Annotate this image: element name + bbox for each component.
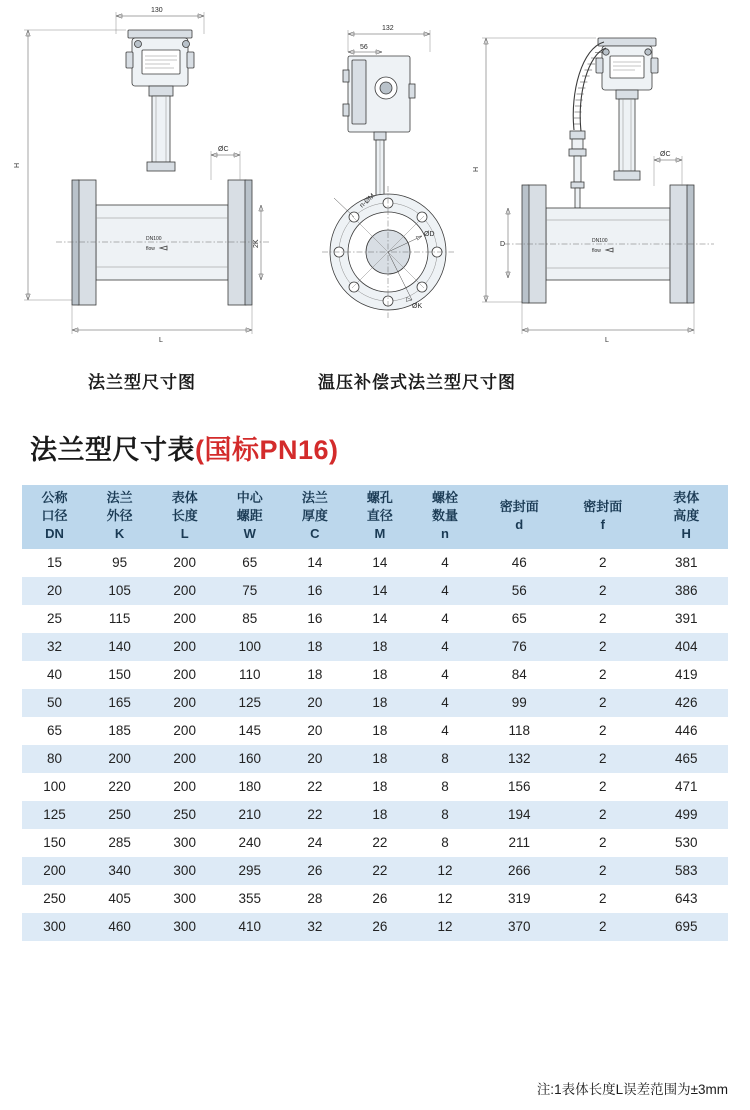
drawing-flange-face: [312, 0, 472, 350]
cell-h: 386: [644, 577, 728, 605]
dim-phiC-right: ØC: [660, 151, 671, 158]
cell-k: 140: [87, 633, 152, 661]
dim-D-right: D: [500, 241, 506, 248]
cell-f: 2: [561, 689, 644, 717]
cell-w: 240: [217, 829, 282, 857]
col-header-k-line2: 外径: [106, 507, 133, 523]
col-header-m: [347, 485, 412, 549]
cell-w: 125: [217, 689, 282, 717]
col-header-w-line2: 螺距: [236, 507, 263, 523]
cell-m: 18: [347, 717, 412, 745]
cell-f: 2: [561, 857, 644, 885]
col-header-n-line2: 数量: [432, 507, 459, 523]
col-header-f-line2: 密封面: [583, 498, 623, 514]
cell-k: 220: [87, 773, 152, 801]
cell-f: 2: [561, 913, 644, 941]
cell-n: 12: [412, 885, 477, 913]
cell-h: 583: [644, 857, 728, 885]
col-header-l-line1: 表体: [171, 490, 198, 505]
page-title-accent: (国标PN16): [195, 435, 339, 465]
col-header-m-line2: 直径: [366, 507, 393, 523]
cell-l: 200: [152, 605, 217, 633]
col-header-n-line1: 螺栓: [432, 490, 459, 505]
cell-dn: 65: [22, 717, 87, 745]
cell-c: 18: [282, 633, 347, 661]
dim-56-mid: 56: [360, 44, 368, 51]
cell-f: 2: [561, 773, 644, 801]
cell-d: 99: [478, 689, 561, 717]
cell-k: 285: [87, 829, 152, 857]
cell-k: 250: [87, 801, 152, 829]
col-header-w: [217, 485, 282, 549]
cell-n: 8: [412, 829, 477, 857]
body-sub-left: flow: [146, 246, 155, 252]
table-row: [22, 773, 728, 801]
col-header-k-symbol: K: [114, 525, 125, 541]
cell-l: 200: [152, 773, 217, 801]
cell-m: 18: [347, 633, 412, 661]
cell-d: 370: [478, 913, 561, 941]
table-row: [22, 913, 728, 941]
cell-f: 2: [561, 717, 644, 745]
cell-c: 28: [282, 885, 347, 913]
cell-d: 211: [478, 829, 561, 857]
cell-w: 65: [217, 549, 282, 577]
cell-dn: 150: [22, 829, 87, 857]
dim-n-phiM: n-ØM: [358, 192, 377, 210]
cell-w: 100: [217, 633, 282, 661]
cell-c: 24: [282, 829, 347, 857]
col-header-h: [644, 485, 728, 549]
cell-w: 210: [217, 801, 282, 829]
cell-m: 14: [347, 549, 412, 577]
table-row: [22, 857, 728, 885]
cell-h: 419: [644, 661, 728, 689]
table-body: [22, 549, 728, 941]
dimensions-table-wrap: [22, 485, 728, 941]
table-header-row: [22, 485, 728, 549]
cell-d: 84: [478, 661, 561, 689]
drawings-section: [0, 0, 750, 400]
cell-d: 156: [478, 773, 561, 801]
cell-n: 4: [412, 661, 477, 689]
cell-w: 85: [217, 605, 282, 633]
col-header-d: [478, 485, 561, 549]
cell-l: 300: [152, 913, 217, 941]
cell-dn: 80: [22, 745, 87, 773]
dim-130-left: 130: [151, 7, 163, 14]
cell-l: 200: [152, 549, 217, 577]
cell-h: 446: [644, 717, 728, 745]
cell-m: 14: [347, 577, 412, 605]
col-header-w-line1: 中心: [236, 490, 263, 505]
caption-flange-type: 法兰型尺寸图: [88, 373, 196, 392]
cell-d: 266: [478, 857, 561, 885]
table-head: [22, 485, 728, 549]
col-header-w-symbol: W: [243, 525, 256, 541]
cell-k: 340: [87, 857, 152, 885]
cell-w: 75: [217, 577, 282, 605]
caption-compensated-type: 温压补偿式法兰型尺寸图: [318, 373, 516, 392]
col-header-dn-line1: 公称: [41, 490, 68, 505]
col-header-k-line1: 法兰: [106, 490, 133, 505]
col-header-h-line1: 表体: [673, 490, 700, 505]
col-header-h-line2: 高度: [673, 507, 700, 523]
table-row: [22, 605, 728, 633]
cell-l: 300: [152, 885, 217, 913]
col-header-dn-line2: 口径: [41, 507, 68, 523]
cell-m: 26: [347, 913, 412, 941]
cell-dn: 15: [22, 549, 87, 577]
cell-c: 20: [282, 689, 347, 717]
table-row: [22, 885, 728, 913]
cell-f: 2: [561, 549, 644, 577]
cell-k: 405: [87, 885, 152, 913]
col-header-dn-symbol: DN: [45, 525, 64, 541]
cell-k: 150: [87, 661, 152, 689]
cell-d: 118: [478, 717, 561, 745]
cell-dn: 20: [22, 577, 87, 605]
drawing-flange-type: [8, 0, 308, 350]
cell-dn: 40: [22, 661, 87, 689]
cell-w: 145: [217, 717, 282, 745]
cell-n: 4: [412, 633, 477, 661]
cell-n: 8: [412, 801, 477, 829]
cell-n: 4: [412, 605, 477, 633]
cell-w: 295: [217, 857, 282, 885]
col-header-h-symbol: H: [681, 525, 691, 541]
cell-dn: 250: [22, 885, 87, 913]
col-header-f-symbol: f: [600, 516, 605, 532]
table-row: [22, 829, 728, 857]
cell-m: 18: [347, 661, 412, 689]
cell-k: 460: [87, 913, 152, 941]
cell-dn: 25: [22, 605, 87, 633]
cell-dn: 125: [22, 801, 87, 829]
cell-c: 18: [282, 661, 347, 689]
cell-w: 110: [217, 661, 282, 689]
cell-n: 4: [412, 717, 477, 745]
cell-m: 14: [347, 605, 412, 633]
drawing-compensated-type: [470, 0, 745, 350]
page-title-main: 法兰型尺寸表: [30, 435, 195, 465]
cell-c: 14: [282, 549, 347, 577]
cell-l: 200: [152, 577, 217, 605]
cell-k: 115: [87, 605, 152, 633]
cell-w: 410: [217, 913, 282, 941]
cell-m: 22: [347, 857, 412, 885]
col-header-c: [282, 485, 347, 549]
cell-l: 200: [152, 689, 217, 717]
col-header-c-line1: 法兰: [301, 490, 328, 505]
table-row: [22, 577, 728, 605]
cell-l: 200: [152, 745, 217, 773]
cell-m: 22: [347, 829, 412, 857]
cell-m: 18: [347, 773, 412, 801]
cell-l: 200: [152, 633, 217, 661]
body-label-left: DN100: [146, 236, 162, 242]
cell-d: 319: [478, 885, 561, 913]
col-header-m-symbol: M: [374, 525, 386, 541]
dimensions-table: [22, 485, 728, 941]
cell-l: 200: [152, 717, 217, 745]
cell-l: 300: [152, 829, 217, 857]
cell-m: 18: [347, 801, 412, 829]
col-header-f: [561, 485, 644, 549]
table-row: [22, 801, 728, 829]
cell-h: 695: [644, 913, 728, 941]
cell-k: 185: [87, 717, 152, 745]
dim-132-mid: 132: [382, 25, 394, 32]
cell-f: 2: [561, 605, 644, 633]
cell-f: 2: [561, 745, 644, 773]
table-row: [22, 745, 728, 773]
col-header-l-line2: 长度: [171, 507, 198, 523]
cell-dn: 50: [22, 689, 87, 717]
table-row: [22, 549, 728, 577]
cell-c: 16: [282, 605, 347, 633]
dim-H-right: H: [473, 166, 480, 172]
dim-L-right: L: [605, 337, 609, 344]
table-row: [22, 689, 728, 717]
cell-h: 499: [644, 801, 728, 829]
page-title: [30, 428, 339, 467]
col-header-l-symbol: L: [180, 525, 189, 541]
cell-d: 46: [478, 549, 561, 577]
cell-d: 56: [478, 577, 561, 605]
cell-dn: 32: [22, 633, 87, 661]
col-header-d-symbol: d: [515, 516, 524, 532]
cell-f: 2: [561, 885, 644, 913]
col-header-k: [87, 485, 152, 549]
cell-d: 132: [478, 745, 561, 773]
cell-c: 20: [282, 717, 347, 745]
cell-c: 16: [282, 577, 347, 605]
table-row: [22, 633, 728, 661]
cell-m: 26: [347, 885, 412, 913]
cell-c: 22: [282, 801, 347, 829]
col-header-l: [152, 485, 217, 549]
cell-k: 165: [87, 689, 152, 717]
cell-l: 300: [152, 857, 217, 885]
cell-w: 355: [217, 885, 282, 913]
cell-l: 250: [152, 801, 217, 829]
cell-f: 2: [561, 577, 644, 605]
cell-c: 32: [282, 913, 347, 941]
dim-phiK: ØK: [412, 303, 423, 310]
col-header-d-line2: 密封面: [499, 498, 539, 514]
dim-2K-left: 2K: [253, 239, 260, 248]
table-note: 注:1表体长度L误差范围为±3mm: [536, 1082, 728, 1097]
table-row: [22, 717, 728, 745]
cell-m: 18: [347, 689, 412, 717]
dim-phiC-left: ØC: [218, 146, 229, 153]
cell-n: 12: [412, 857, 477, 885]
table-row: [22, 661, 728, 689]
col-header-c-symbol: C: [310, 525, 320, 541]
cell-c: 22: [282, 773, 347, 801]
body-sub-right: flow: [592, 248, 601, 254]
cell-n: 8: [412, 773, 477, 801]
cell-n: 4: [412, 689, 477, 717]
cell-h: 391: [644, 605, 728, 633]
cell-l: 200: [152, 661, 217, 689]
cell-c: 26: [282, 857, 347, 885]
cell-d: 194: [478, 801, 561, 829]
col-header-n: [412, 485, 477, 549]
cell-h: 530: [644, 829, 728, 857]
cell-f: 2: [561, 661, 644, 689]
cell-h: 643: [644, 885, 728, 913]
cell-n: 4: [412, 577, 477, 605]
cell-k: 200: [87, 745, 152, 773]
cell-h: 465: [644, 745, 728, 773]
cell-f: 2: [561, 633, 644, 661]
dim-phiD: ØD: [424, 231, 435, 238]
cell-k: 95: [87, 549, 152, 577]
cell-dn: 300: [22, 913, 87, 941]
cell-k: 105: [87, 577, 152, 605]
cell-h: 404: [644, 633, 728, 661]
cell-c: 20: [282, 745, 347, 773]
col-header-n-symbol: n: [441, 525, 449, 541]
dim-L-left: L: [159, 337, 163, 344]
cell-n: 8: [412, 745, 477, 773]
dim-H-left: H: [14, 162, 21, 168]
cell-w: 160: [217, 745, 282, 773]
cell-dn: 100: [22, 773, 87, 801]
cell-f: 2: [561, 829, 644, 857]
cell-h: 471: [644, 773, 728, 801]
col-header-dn: [22, 485, 87, 549]
cell-f: 2: [561, 801, 644, 829]
cell-h: 426: [644, 689, 728, 717]
body-label-right: DN100: [592, 238, 608, 244]
cell-h: 381: [644, 549, 728, 577]
col-header-m-line1: 螺孔: [366, 490, 393, 505]
cell-dn: 200: [22, 857, 87, 885]
cell-n: 12: [412, 913, 477, 941]
cell-m: 18: [347, 745, 412, 773]
cell-d: 65: [478, 605, 561, 633]
cell-n: 4: [412, 549, 477, 577]
cell-w: 180: [217, 773, 282, 801]
col-header-c-line2: 厚度: [301, 507, 328, 523]
cell-d: 76: [478, 633, 561, 661]
